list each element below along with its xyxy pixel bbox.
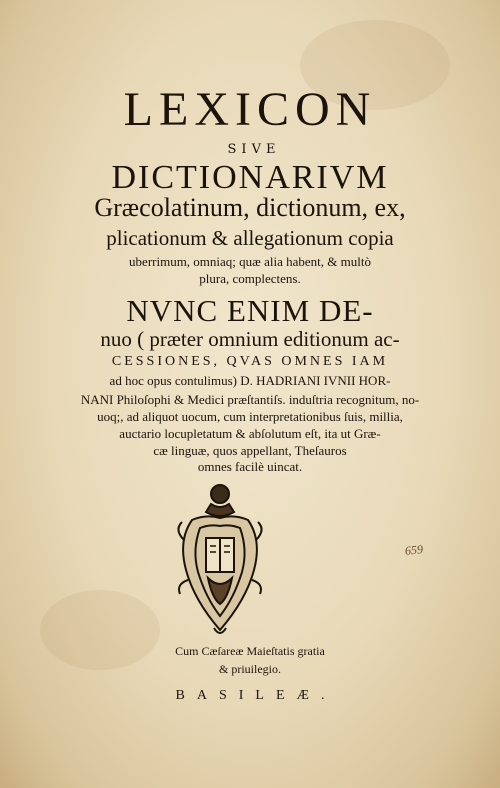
subtitle-line: uberrimum, omniaq; quæ alia habent, & multò [129,254,371,269]
body-line: CESSIONES, QVAS OMNES IAM [111,354,389,369]
body-line: auctario locupletatum & abſolutum eſt, ita ut Græ- [119,426,381,441]
body-line: nuo ( præter omnium editionum ac- [100,327,400,351]
subtitle-line: plicationum & allegationum copia [106,226,394,250]
title-dictionarium: DICTIONARIVM [111,159,389,196]
body-line: ad hoc opus contulimus) D. HADRIANI IVNII HOR- [109,373,391,388]
heading-nunc-enim: NVNC ENIM DE- [126,293,374,328]
place-of-printing: BASILEÆ. [175,688,337,703]
title-sive: SIVE [227,142,281,157]
imprint-line: & priuilegio. [219,662,281,676]
printer-device-icon [170,480,270,640]
subtitle-line: Græcolatinum, dictionum, ex, [94,193,406,222]
handwritten-margin-note: 659 [404,542,424,558]
body-line: cæ linguæ, quos appellant, Theſauros [153,443,347,458]
subtitle-line: plura, complectens. [199,271,301,286]
imprint-line: Cum Cæſareæ Maieſtatis gratia [175,644,325,658]
paper-stain [40,590,160,670]
body-line: omnes facilè uincat. [197,459,303,474]
body-line: uoq;, ad aliquot uocum, cum interpretationibus ſuis, millia, [97,409,403,424]
body-line: NANI Philoſophi & Medici præſtantiſs. induſtria recognitum, no- [80,392,420,407]
title-lexicon: LEXICON [123,83,377,136]
